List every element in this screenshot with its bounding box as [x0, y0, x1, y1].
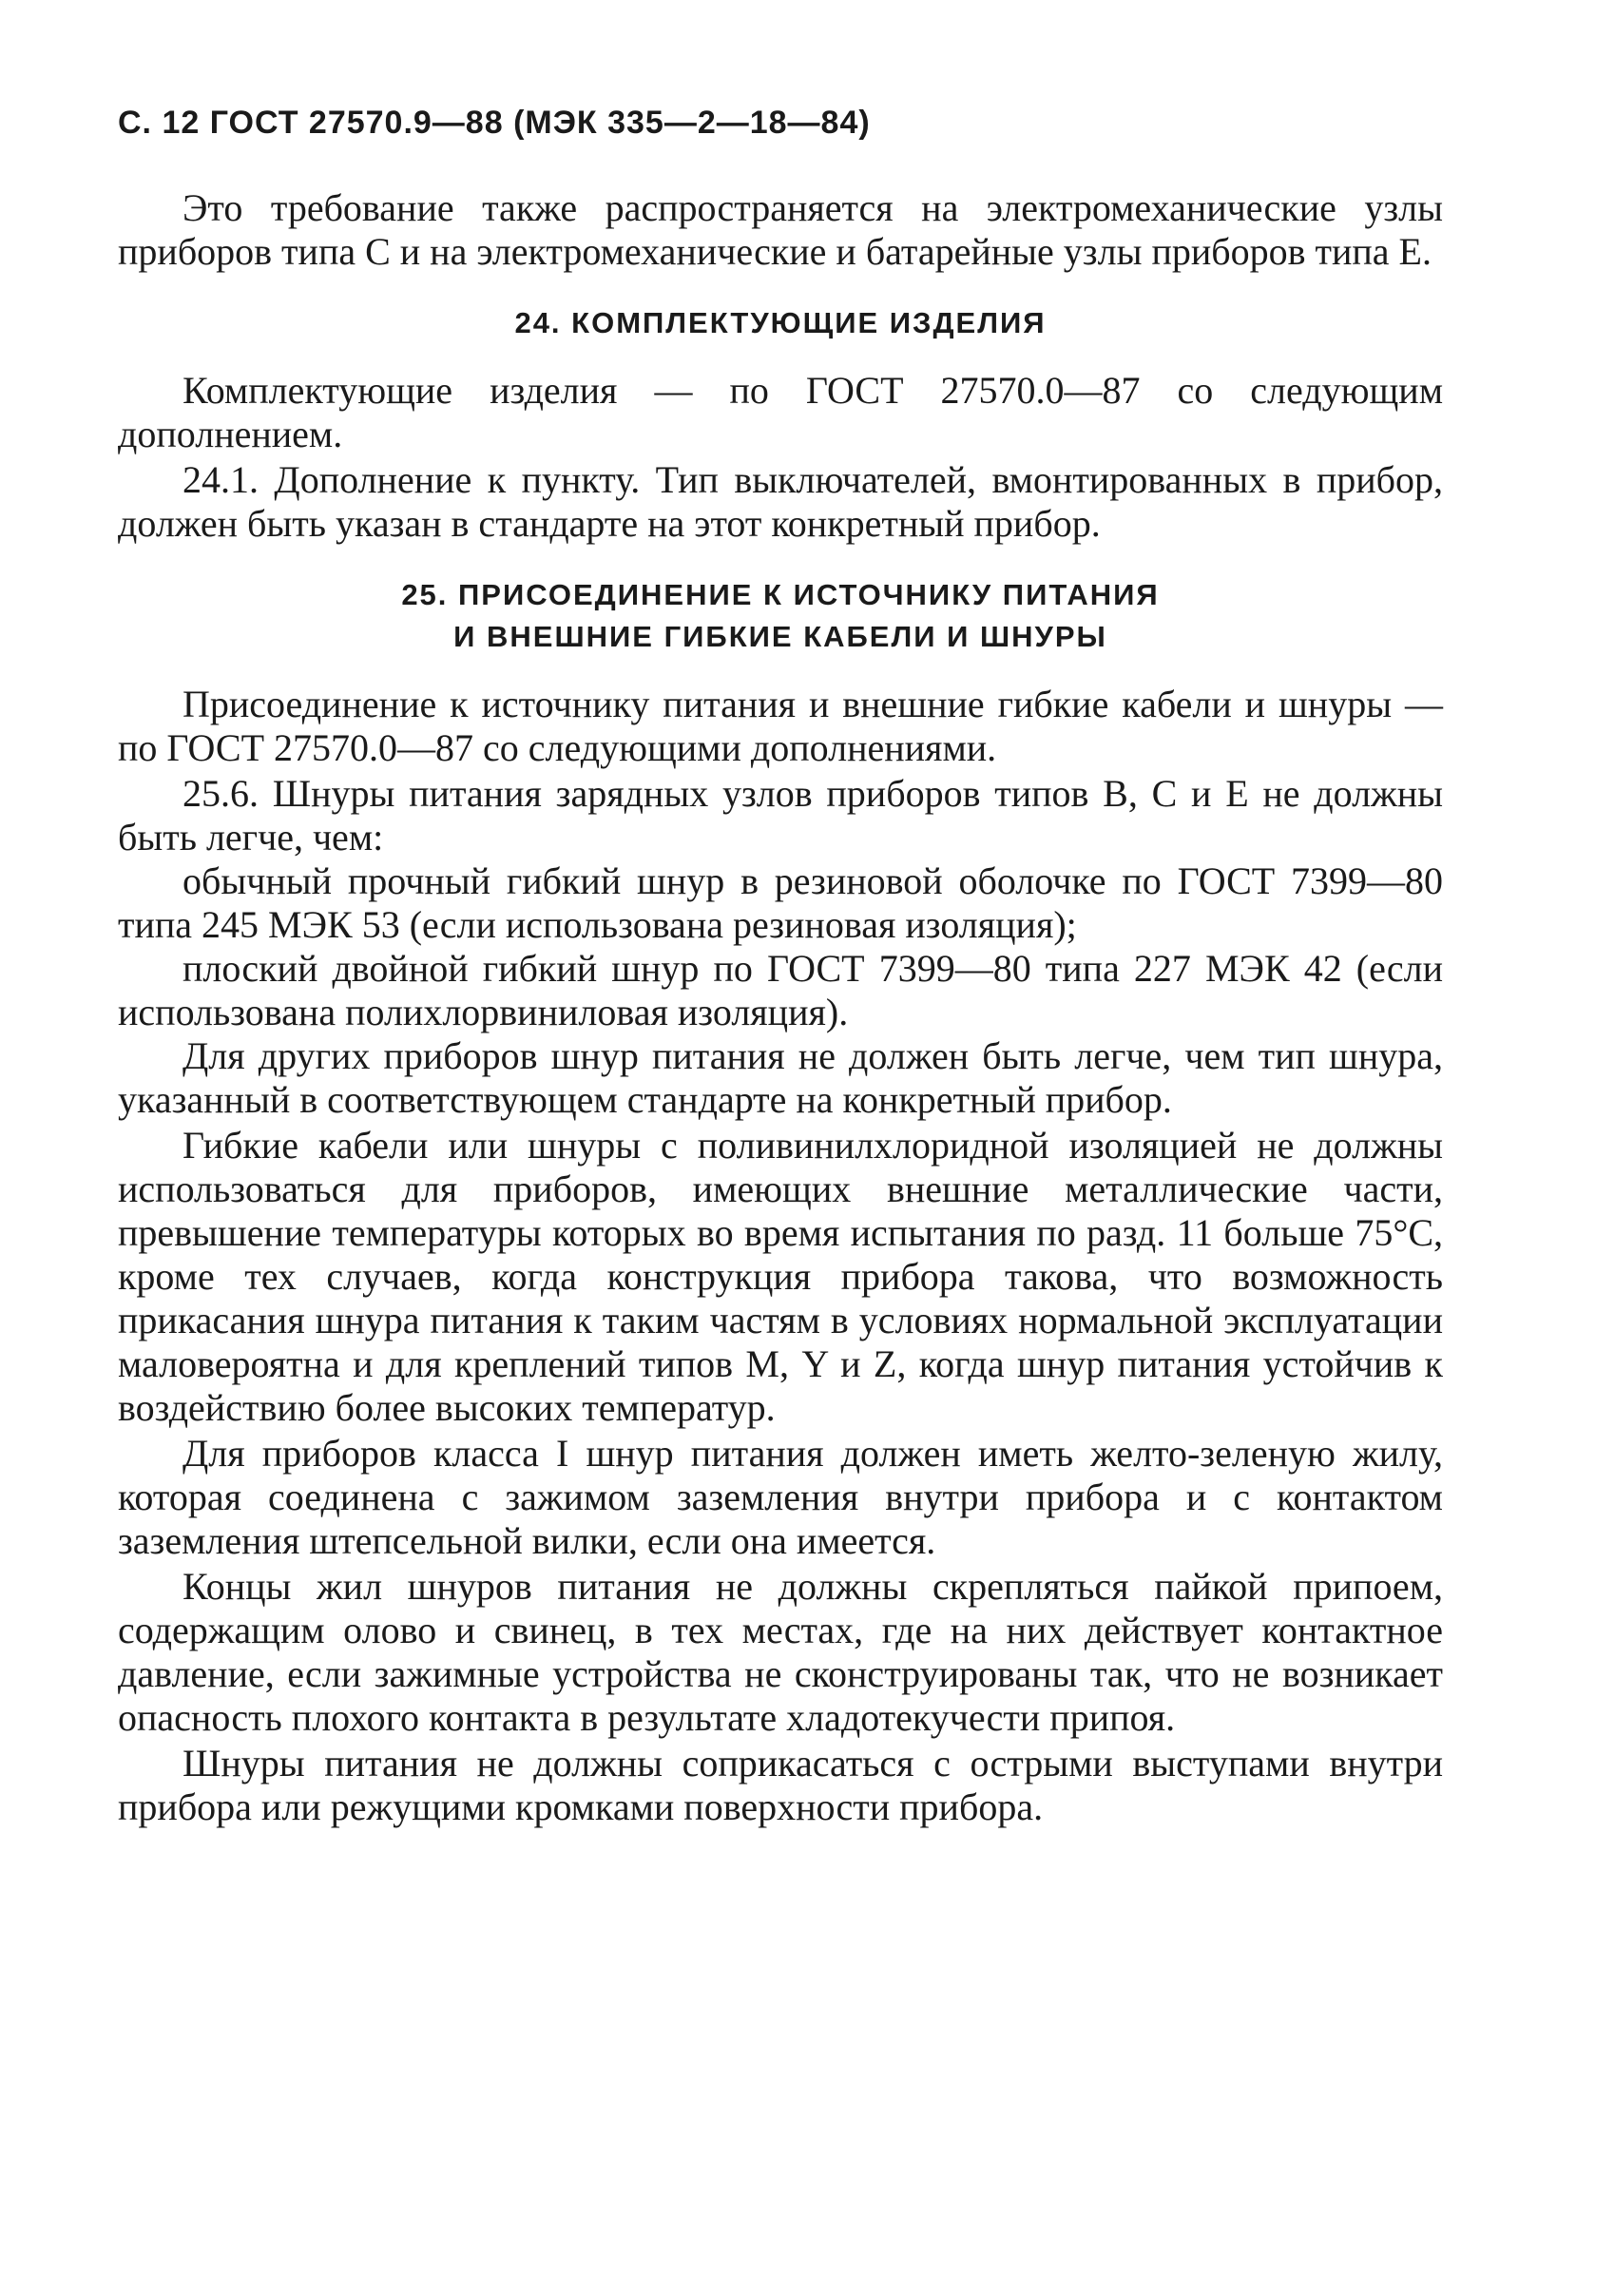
section-25-paragraph-3: обычный прочный гибкий шнур в резиновой оболочке по ГОСТ 7399—80 типа 245 МЭК 53 (если использована резиновая изоляция);	[118, 859, 1443, 946]
document-body	[118, 186, 1443, 1829]
document-page	[118, 106, 1443, 1829]
page-header: С. 12 ГОСТ 27570.9—88 (МЭК 335—2—18—84)	[118, 105, 871, 141]
section-25-paragraph-9: Шнуры питания не должны соприкасаться с острыми выступами внутри прибора или режущими кромками поверхности прибора.	[118, 1742, 1443, 1828]
section-25-paragraph-8: Концы жил шнуров питания не должны скрепляться пайкой припоем, содержащим олово и свинец, в тех местах, где на них действует контактное давление, если зажимные устройства не сконструированы так, что не возникает опасность плохого контакта в результате хладотекучести припоя.	[118, 1565, 1443, 1739]
section-25-paragraph-5: Для других приборов шнур питания не должен быть легче, чем тип шнура, указанный в соответствующем стандарте на конкретный прибор.	[118, 1034, 1443, 1121]
section-24-paragraph-1: Комплектующие изделия — по ГОСТ 27570.0—87 со следующим дополнением.	[118, 369, 1443, 455]
section-25-paragraph-7: Для приборов класса I шнур питания должен иметь желто-зеленую жилу, которая соединена с зажимом заземления внутри прибора и с контактом заземления штепсельной вилки, если она имеется.	[118, 1432, 1443, 1562]
intro-paragraph: Это требование также распространяется на электромеханические узлы приборов типа С и на электромеханические и батарейные узлы приборов типа Е.	[118, 186, 1443, 273]
section-25-paragraph-2: 25.6. Шнуры питания зарядных узлов приборов типов В, С и Е не должны быть легче, чем:	[118, 772, 1443, 859]
section-24-paragraph-2: 24.1. Дополнение к пункту. Тип выключателей, вмонтированных в прибор, должен быть указан в стандарте на этот конкретный прибор.	[118, 458, 1443, 545]
section-25-paragraph-6: Гибкие кабели или шнуры с поливинилхлоридной изоляцией не должны использоваться для приборов, имеющих внешние металлические части, превышение температуры которых во время испытания по разд. 11 больше 75°С, кроме тех случаев, когда конструкция прибора такова, что возможность прикасания шнура питания к таким частям в условиях нормальной эксплуатации маловероятна и для креплений типов М, Y и Z, когда шнур питания устойчив к воздействию более высоких температур.	[118, 1124, 1443, 1429]
section-25-title-line-2: И ВНЕШНИЕ ГИБКИЕ КАБЕЛИ И ШНУРЫ	[453, 620, 1107, 653]
section-24-heading	[118, 302, 1443, 344]
section-25-paragraph-1: Присоединение к источнику питания и внешние гибкие кабели и шнуры — по ГОСТ 27570.0—87 со следующими дополнениями.	[118, 683, 1443, 769]
section-25-paragraph-4: плоский двойной гибкий шнур по ГОСТ 7399—80 типа 227 МЭК 42 (если использована полихлорвиниловая изоляция).	[118, 947, 1443, 1033]
section-25-heading	[118, 574, 1443, 658]
section-24-title: 24. КОМПЛЕКТУЮЩИЕ ИЗДЕЛИЯ	[514, 306, 1047, 339]
section-25-title-line-1: 25. ПРИСОЕДИНЕНИЕ К ИСТОЧНИКУ ПИТАНИЯ	[401, 578, 1160, 611]
